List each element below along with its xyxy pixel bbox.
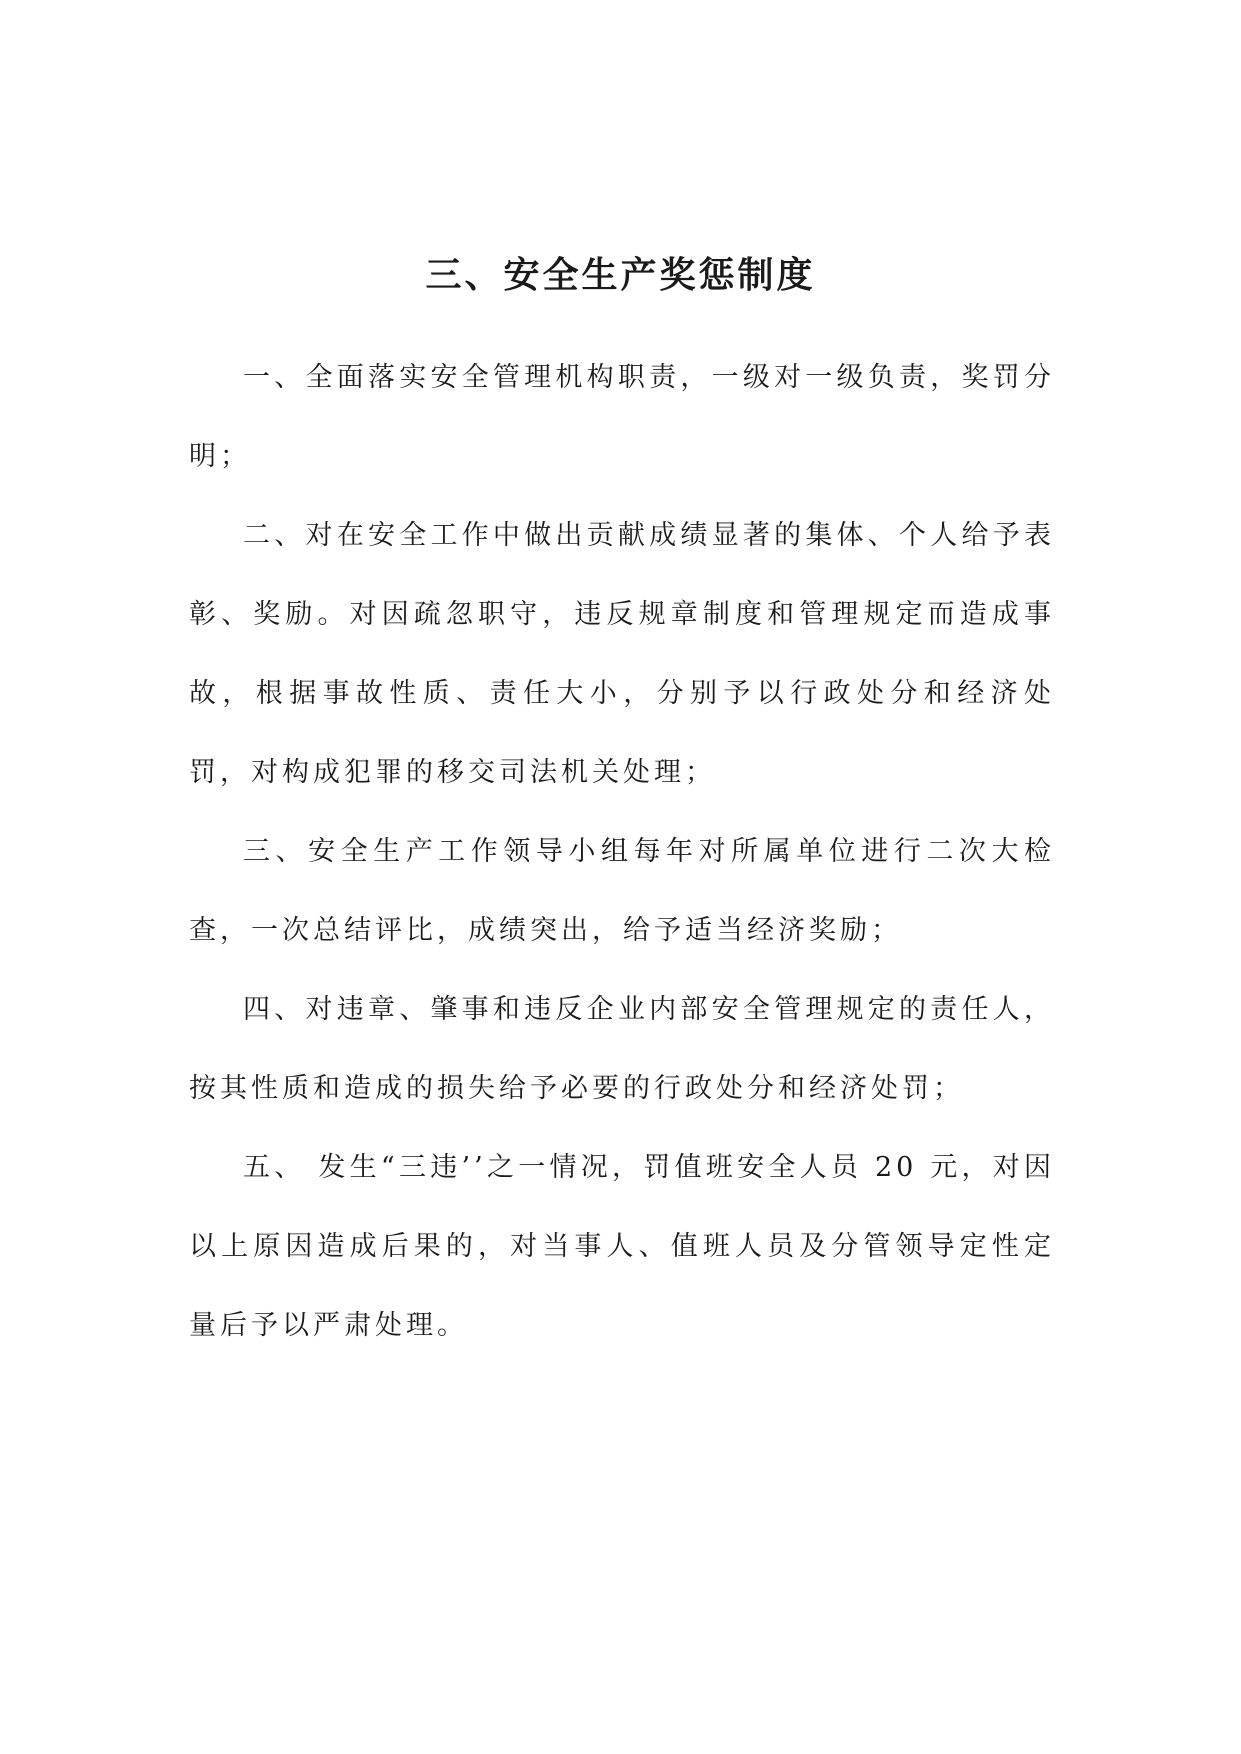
paragraph-2: 二、对在安全工作中做出贡献成绩显著的集体、个人给予表彰、奖励。对因疏忽职守，违反规章制度和管理规定而造成事故，根据事故性质、责任大小，分别予以行政处分和经济处罚，对构成犯罪的移交司法机关处理； — [189, 520, 1055, 788]
paragraph-1: 一、全面落实安全管理机构职责，一级对一级负责，奖罚分明； — [189, 362, 1055, 472]
paragraph-4: 四、对违章、肇事和违反企业内部安全管理规定的责任人，按其性质和造成的损失给予必要的行政处分和经济处罚； — [189, 994, 1055, 1104]
paragraph-5: 五、 发生“三违’’之一情况，罚值班安全人员 20 元，对因以上原因造成后果的，对当事人、值班人员及分管领导定性定量后予以严肃处理。 — [189, 1152, 1055, 1341]
document-title: 三、安全生产奖惩制度 — [425, 255, 816, 296]
paragraph-3: 三、安全生产工作领导小组每年对所属单位进行二次大检查，一次总结评比，成绩突出，给予适当经济奖励； — [189, 836, 1055, 946]
document-body — [189, 338, 1055, 1365]
